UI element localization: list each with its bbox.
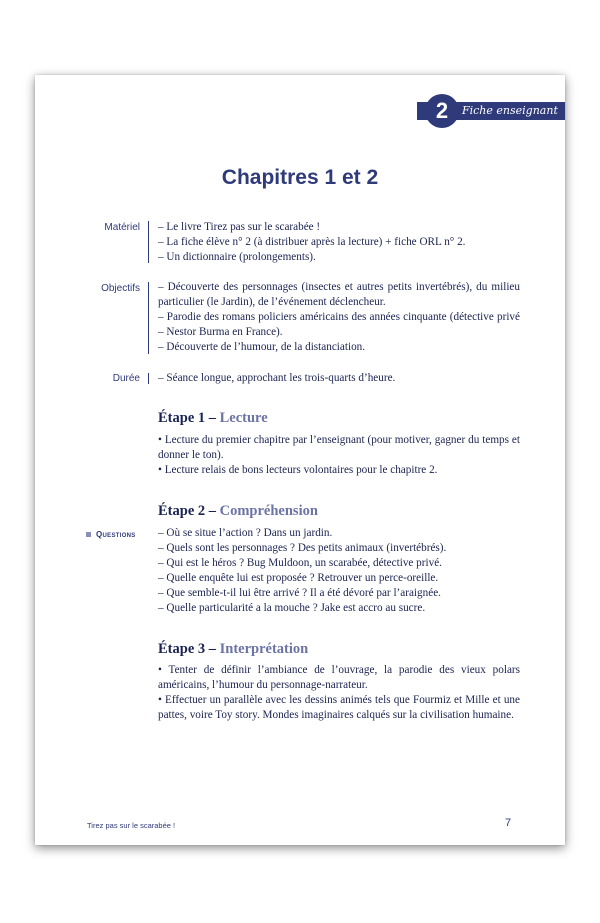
questions-label bbox=[86, 530, 136, 539]
page-title: Chapitres 1 et 2 bbox=[221, 166, 379, 189]
list-item: – Découverte de l’humour, de la distanciation. bbox=[158, 341, 366, 353]
etape-1-number: Étape 1 – bbox=[158, 410, 220, 426]
duree-divider bbox=[148, 373, 149, 384]
page-number: 7 bbox=[505, 817, 512, 829]
materiel-divider bbox=[148, 221, 149, 263]
etape-1-name: Lecture bbox=[219, 410, 268, 426]
list-item: – Découverte des personnages (insectes et autres petits invertébrés), du milieu particulier (le Jardin), de l’événement déclencheur. bbox=[158, 281, 520, 308]
etape-2-name: Compréhension bbox=[219, 503, 318, 519]
list-item: – Le livre Tirez pas sur le scarabée ! bbox=[158, 221, 321, 233]
etape-1-heading bbox=[158, 410, 268, 427]
list-item: • Effectuer un parallèle avec les dessins animés tels que Fourmiz et Mille et une pattes, voire Toy story. Mondes imaginaires calqués sur la civilisation humaine. bbox=[158, 694, 520, 721]
list-item: – Quels sont les personnages ? Des petits animaux (invertébrés). bbox=[158, 542, 447, 554]
etape-1-body bbox=[158, 433, 520, 478]
objectifs-label: Objectifs bbox=[101, 283, 140, 294]
list-item: – Où se situe l’action ? Dans un jardin. bbox=[158, 527, 333, 539]
etape-2-heading bbox=[158, 503, 318, 520]
list-item: – Que semble-t-il lui être arrivé ? Il a été dévoré par l’araignée. bbox=[158, 587, 441, 599]
materiel-list bbox=[158, 220, 520, 265]
etape-3-number: Étape 3 – bbox=[158, 641, 220, 657]
etape-3-body bbox=[158, 663, 520, 723]
duree-label: Durée bbox=[112, 373, 140, 384]
list-item: – Un dictionnaire (prolongements). bbox=[158, 251, 316, 263]
objectifs-list bbox=[158, 280, 520, 355]
list-item: – Parodie des romans policiers américains des années cinquante (détective privé – Nestor Burma en France). bbox=[158, 311, 520, 338]
list-item: • Tenter de définir l’ambiance de l’ouvrage, la parodie des vieux polars américains, l’humour du personnage-narrateur. bbox=[158, 664, 520, 691]
etape-2-number: Étape 2 – bbox=[158, 503, 220, 519]
list-item: – Qui est le héros ? Bug Muldoon, un scarabée, détective privé. bbox=[158, 557, 442, 569]
materiel-label: Matériel bbox=[104, 222, 140, 233]
duree-text: – Séance longue, approchant les trois-quarts d’heure. bbox=[158, 372, 396, 384]
objectifs-divider bbox=[148, 282, 149, 354]
questions-label-text: Questions bbox=[96, 530, 136, 539]
fiche-number-badge: 2 bbox=[425, 94, 459, 128]
fiche-type-label: Fiche enseignant bbox=[462, 104, 558, 117]
square-bullet-icon bbox=[86, 532, 91, 537]
list-item: – La fiche élève n° 2 (à distribuer après la lecture) + fiche ORL n° 2. bbox=[158, 236, 466, 248]
footer-book-title: Tirez pas sur le scarabée ! bbox=[87, 821, 176, 830]
list-item: • Lecture relais de bons lecteurs volontaires pour le chapitre 2. bbox=[158, 464, 438, 476]
etape-3-heading bbox=[158, 641, 308, 658]
list-item: • Lecture du premier chapitre par l’enseignant (pour motiver, gagner du temps et donner le ton). bbox=[158, 434, 520, 461]
list-item: – Quelle enquête lui est proposée ? Retrouver un perce-oreille. bbox=[158, 572, 439, 584]
etape-3-name: Interprétation bbox=[219, 641, 309, 657]
etape-2-questions bbox=[158, 526, 520, 616]
list-item: – Quelle particularité a la mouche ? Jake est accro au sucre. bbox=[158, 602, 426, 614]
